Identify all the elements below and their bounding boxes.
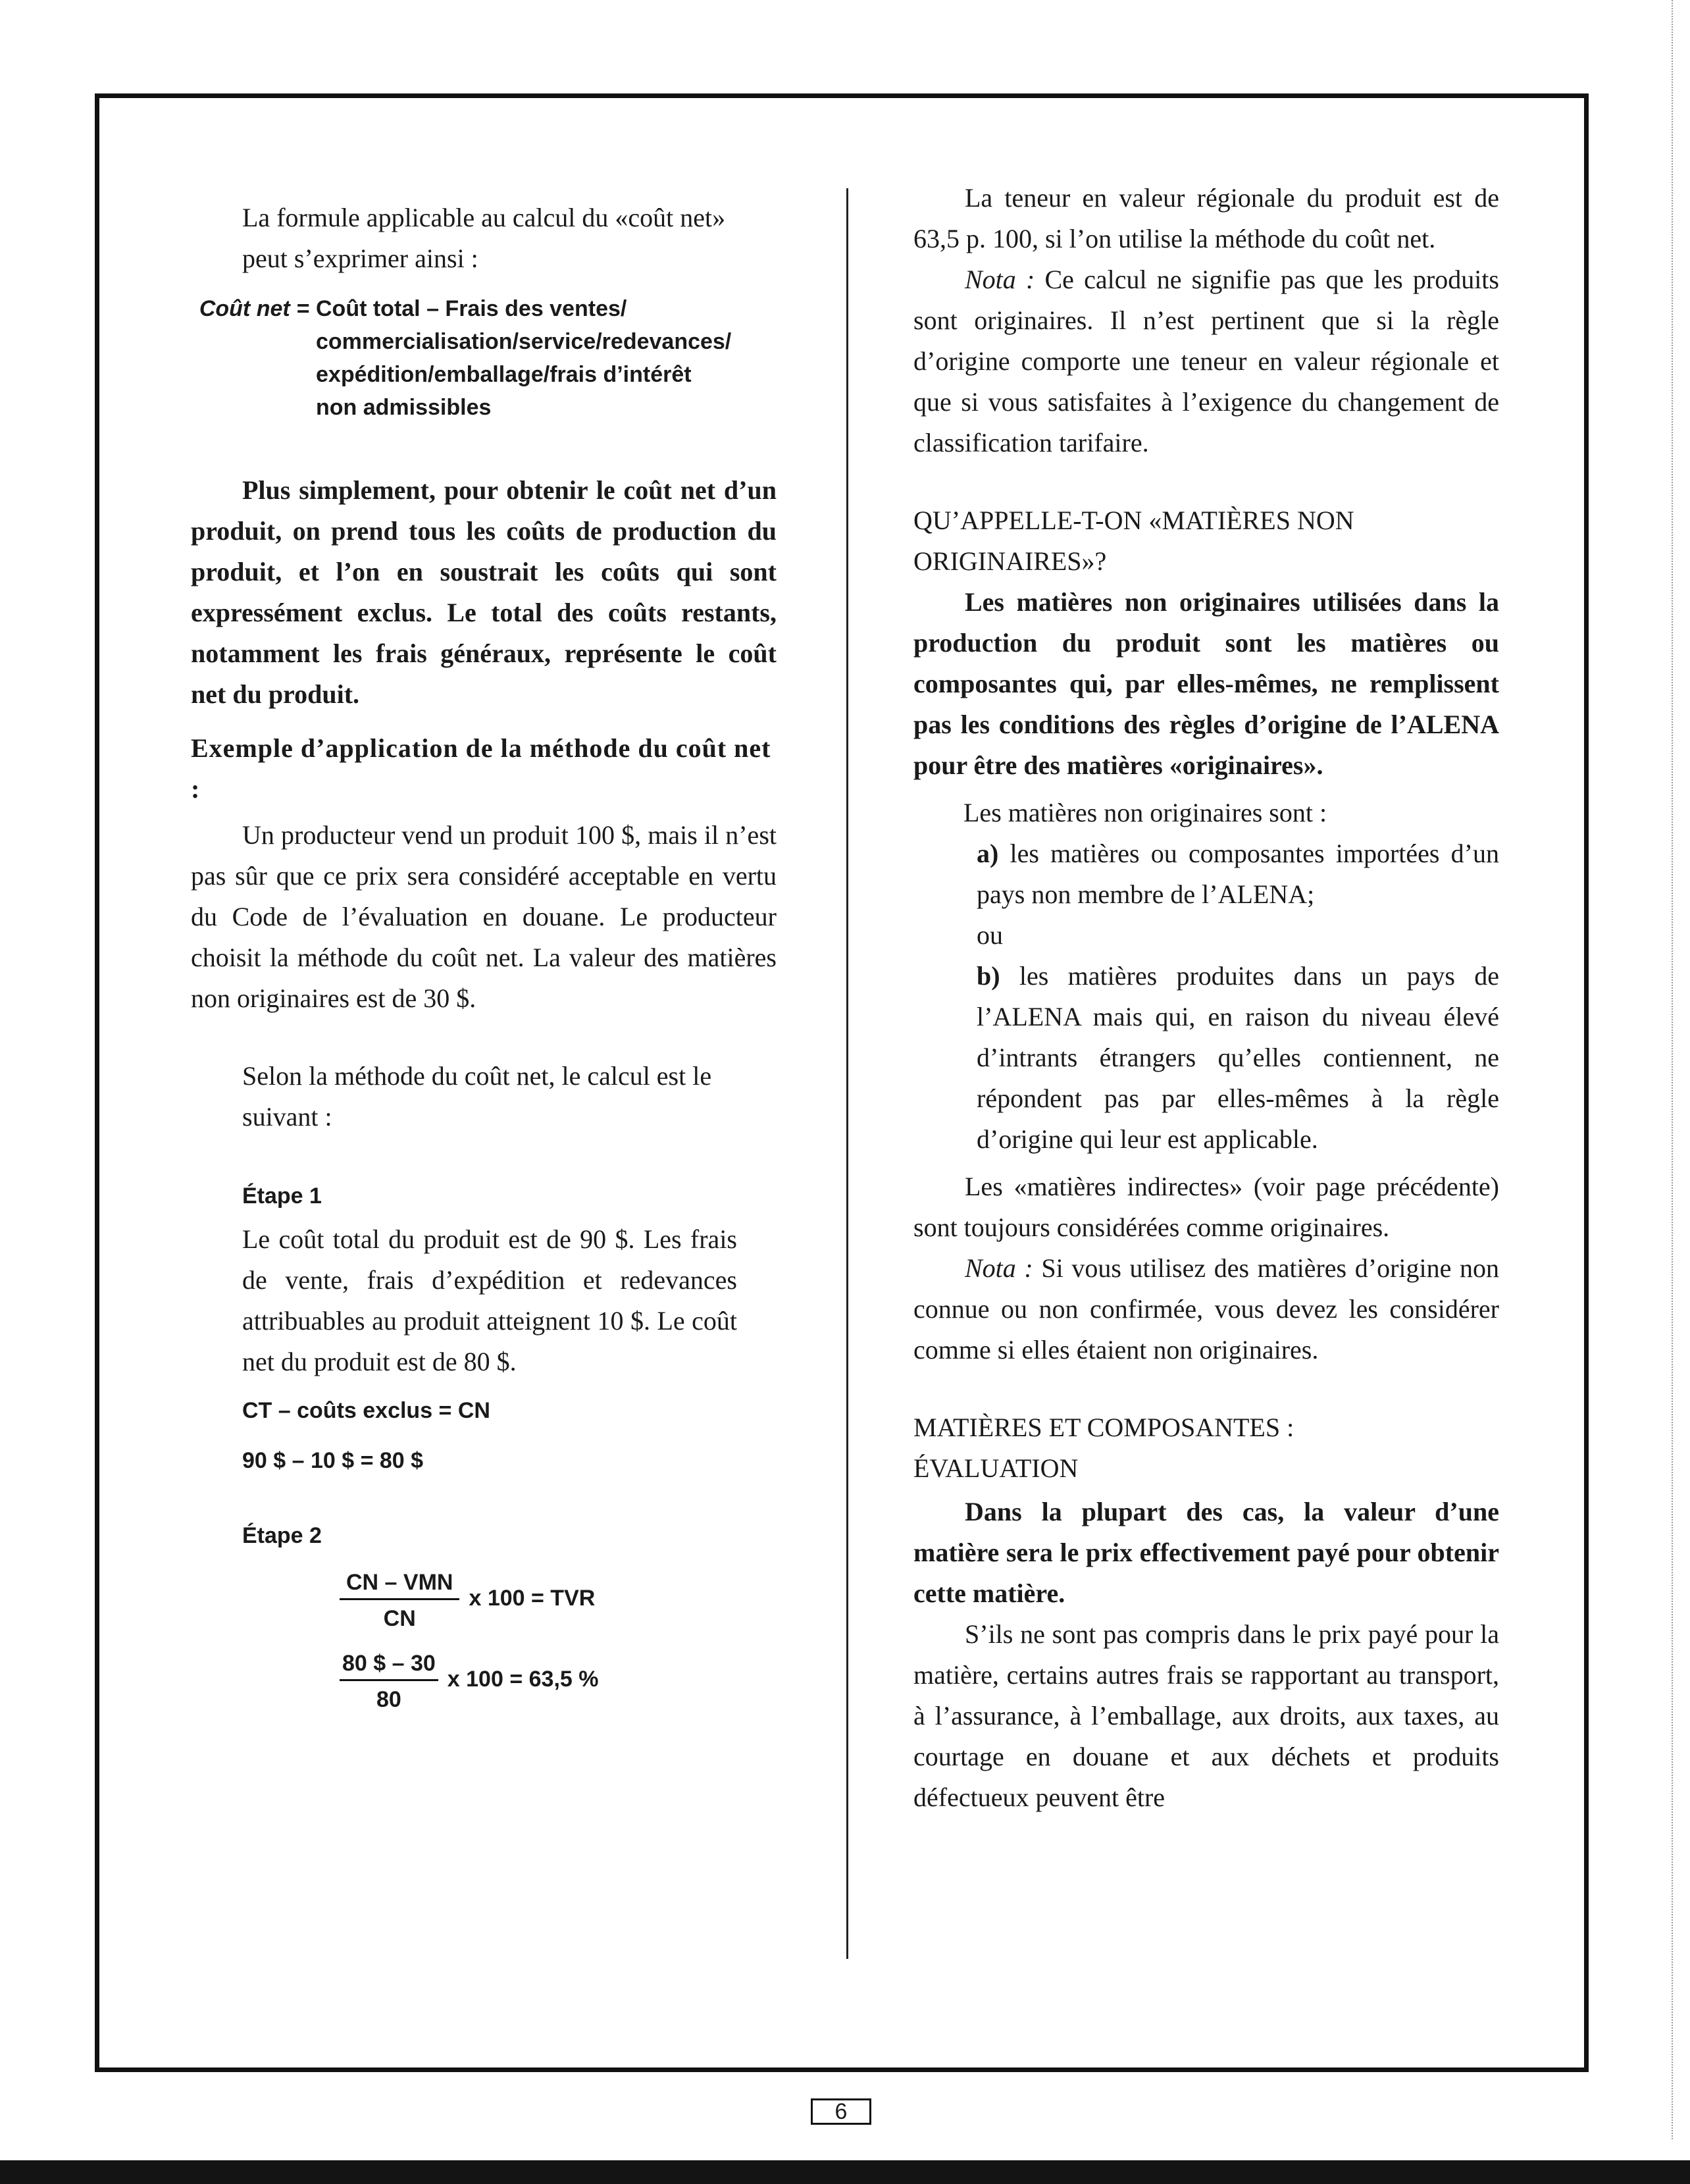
net-cost-formula bbox=[171, 292, 777, 424]
formula-line: commercialisation/service/redevances/ bbox=[316, 329, 732, 354]
valuation-definition: Dans la plupart des cas, la valeur d’une matière sera le prix effectivement payé pour obtenir cette matière. bbox=[913, 1497, 1499, 1608]
scan-bottom-edge bbox=[0, 2160, 1690, 2184]
fraction-result: x 100 = TVR bbox=[469, 1586, 596, 1611]
page-number: 6 bbox=[811, 2098, 871, 2125]
tvr-calculation bbox=[340, 1648, 777, 1715]
step-1-values: 90 $ – 10 $ = 80 $ bbox=[242, 1448, 424, 1473]
step-1-label: Étape 1 bbox=[242, 1183, 322, 1209]
formula-line: non admissibles bbox=[316, 395, 492, 420]
nota-1 bbox=[913, 259, 1499, 463]
left-column bbox=[191, 197, 777, 1715]
example-heading: Exemple d’application de la méthode du coût net : bbox=[191, 733, 771, 804]
fraction-result: x 100 = 63,5 % bbox=[447, 1667, 599, 1692]
calc-fraction bbox=[340, 1648, 438, 1715]
tvr-formula bbox=[340, 1567, 777, 1634]
list-item-b-text: les matières produites dans un pays de l’ALENA mais qui, en raison du niveau élevé d’intrants étrangers qu’elles contiennent, ne répondent pas par elles-mêmes à la règle d’origine qui leur est applicable. bbox=[977, 961, 1499, 1154]
step-2-label: Étape 2 bbox=[242, 1523, 322, 1548]
right-column bbox=[913, 178, 1499, 1818]
calc-intro: Selon la méthode du coût net, le calcul est le suivant : bbox=[242, 1061, 712, 1131]
list-item-b bbox=[913, 956, 1499, 1160]
nota-label: Nota : bbox=[965, 265, 1035, 294]
fraction-numerator: 80 $ – 30 bbox=[340, 1648, 438, 1681]
nota-label: Nota : bbox=[965, 1253, 1033, 1283]
step-1 bbox=[191, 1180, 777, 1477]
list-item-a bbox=[913, 833, 1499, 915]
nota-text: Si vous utilisez des matières d’origine non connue ou non confirmée, vous devez les considérer comme si elles étaient non originaires. bbox=[913, 1253, 1499, 1365]
formula-body bbox=[316, 292, 750, 424]
tvr-fraction bbox=[340, 1567, 459, 1634]
nota-text: Ce calcul ne signifie pas que les produits sont originaires. Il n’est pertinent que si la règle d’origine comporte une teneur en valeur régionale et que si vous satisfaites à l’exigence du changement de classification tarifaire. bbox=[913, 265, 1499, 457]
list-or: ou bbox=[977, 920, 1003, 950]
section-heading-valuation: MATIÈRES ET COMPOSANTES : ÉVALUATION bbox=[913, 1413, 1294, 1483]
list-intro: Les matières non originaires sont : bbox=[963, 798, 1327, 827]
example-paragraph: Un producteur vend un produit 100 $, mais il n’est pas sûr que ce prix sera considéré acceptable en vertu du Code de l’évaluation en douane. Le producteur choisit la méthode du coût net. La valeur des matières non originaires est de 30 $. bbox=[191, 820, 777, 1013]
rvc-result: La teneur en valeur régionale du produit est de 63,5 p. 100, si l’on utilise la méthode du coût net. bbox=[913, 183, 1499, 253]
formula-line: expédition/emballage/frais d’intérêt bbox=[316, 362, 692, 387]
step-2 bbox=[191, 1519, 777, 1715]
list-item-a-label: a) bbox=[977, 839, 999, 868]
fraction-denominator: CN bbox=[383, 1606, 416, 1631]
step-1-equation: CT – coûts exclus = CN bbox=[242, 1398, 490, 1423]
column-divider bbox=[846, 188, 848, 1959]
fraction-numerator: CN – VMN bbox=[340, 1567, 459, 1600]
scan-edge-marks bbox=[1672, 0, 1677, 2139]
indirect-materials: Les «matières indirectes» (voir page précédente) sont toujours considérées comme originaires. bbox=[913, 1172, 1499, 1242]
list-item-a-text: les matières ou composantes importées d’un pays non membre de l’ALENA; bbox=[977, 839, 1499, 909]
step-1-text: Le coût total du produit est de 90 $. Les frais de vente, frais d’expédition et redevances attribuables au produit atteignent 10 $. Le coût net du produit est de 80 $. bbox=[242, 1224, 737, 1376]
non-originating-definition: Les matières non originaires utilisées dans la production du produit sont les matières ou composantes qui, par elles-mêmes, ne remplissent pas les conditions des règles d’origine de l’ALENA pour être des matières «originaires». bbox=[913, 587, 1499, 780]
formula-label: Coût net = bbox=[199, 296, 309, 321]
section-heading-non-originating: QU’APPELLE-T-ON «MATIÈRES NON ORIGINAIRES»? bbox=[913, 506, 1354, 576]
nota-2 bbox=[913, 1248, 1499, 1370]
list-item-b-label: b) bbox=[977, 961, 1000, 991]
formula-line: Coût total – Frais des ventes/ bbox=[316, 296, 627, 321]
other-costs-paragraph: S’ils ne sont pas compris dans le prix payé pour la matière, certains autres frais se rapportant au transport, à l’assurance, à l’emballage, aux droits, aux taxes, au courtage en douane et aux déchets et produits défectueux peuvent être bbox=[913, 1619, 1499, 1812]
formula-intro: La formule applicable au calcul du «coût net» peut s’exprimer ainsi : bbox=[242, 203, 726, 273]
simplified-explanation: Plus simplement, pour obtenir le coût net d’un produit, on prend tous les coûts de production du produit, et l’on en soustrait les coûts qui sont expressément exclus. Le total des coûts restants, notamment les frais généraux, représente le coût net du produit. bbox=[191, 475, 777, 709]
fraction-denominator: 80 bbox=[376, 1687, 401, 1712]
